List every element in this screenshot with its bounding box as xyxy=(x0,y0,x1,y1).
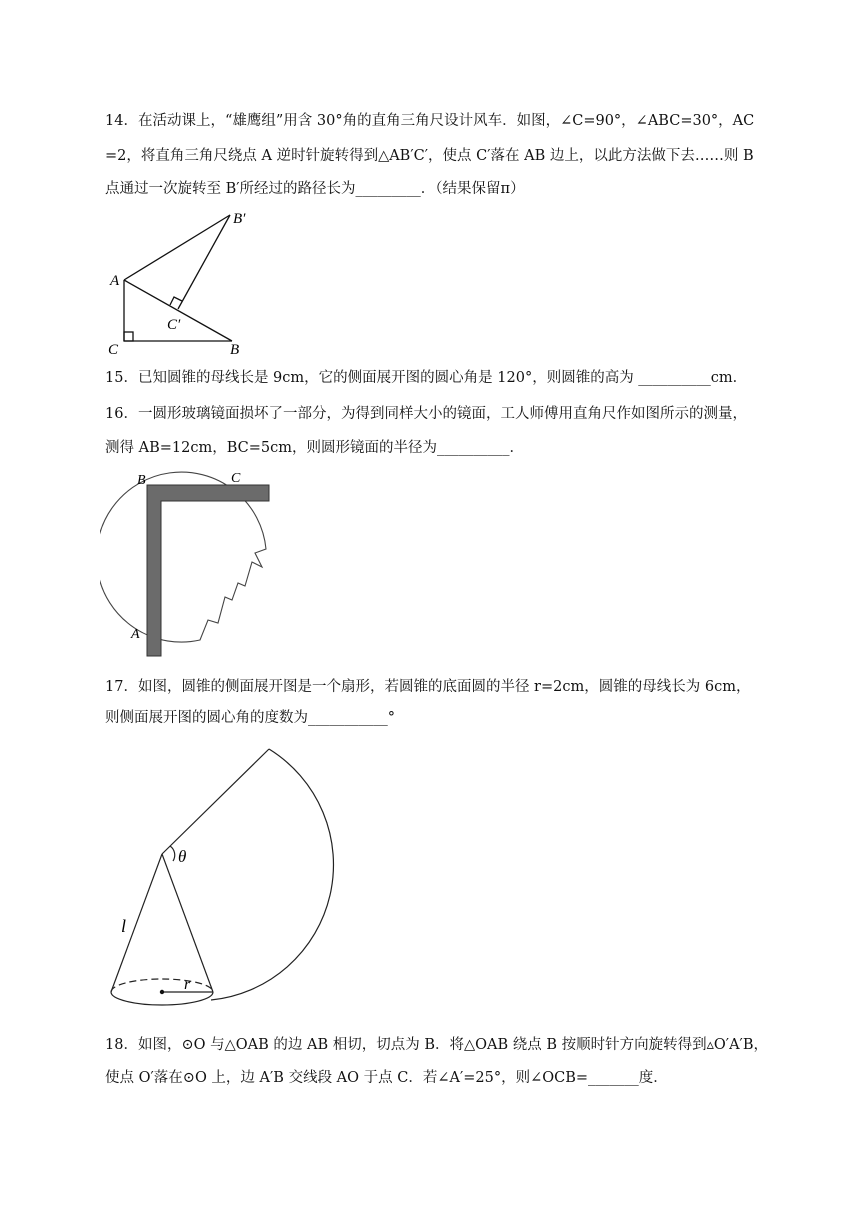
q14-text-line-2: =2，将直角三角尺绕点 A 逆时针旋转得到△AB′C′，使点 C′落在 AB 边上，以此方法做下去……则 B xyxy=(105,148,754,164)
q16-mirror-figure xyxy=(100,465,280,660)
q16-text-line-1: 16．一圆形玻璃镜面损坏了一部分，为得到同样大小的镜面，工人师傅用直角尺作如图所示的测量， xyxy=(105,406,747,422)
label-A: A xyxy=(131,627,140,642)
angle-theta-arc xyxy=(170,846,175,861)
q14-text-line-1: 14．在活动课上，“雄鹰组”用含 30°角的直角三角尺设计风车．如图，∠C=90°，∠ABC=30°，AC xyxy=(105,113,755,129)
q17-text-line-1: 17．如图，圆锥的侧面展开图是一个扇形，若圆锥的底面圆的半径 r=2cm，圆锥的母线长为 6cm， xyxy=(105,679,751,695)
sector-radius xyxy=(162,749,269,854)
q18-text-line-2: 使点 O′落在⊙O 上，边 A′B 交线段 AO 于点 C．若∠A′=25°，则∠OCB=_______度． xyxy=(105,1070,668,1086)
q14-triangle-figure xyxy=(100,205,270,360)
base-center-dot xyxy=(160,990,164,994)
label-B-prime: B′ xyxy=(233,211,246,227)
label-B: B xyxy=(230,342,240,358)
label-r: r xyxy=(184,976,191,993)
sector-arc xyxy=(211,749,333,1000)
carpenter-square xyxy=(147,485,269,656)
label-theta: θ xyxy=(178,847,187,866)
q16-text-line-2: 测得 AB=12cm，BC=5cm，则圆形镜面的半径为__________． xyxy=(105,440,524,456)
q17-text-line-2: 则侧面展开图的圆心角的度数为___________° xyxy=(105,710,395,726)
cone-slant-left xyxy=(111,854,162,992)
label-C: C xyxy=(231,471,241,486)
q14-text-line-3: 点通过一次旋转至 B′所经过的路径长为_________．（结果保留π） xyxy=(105,181,525,197)
q17-cone-figure xyxy=(100,740,370,1020)
label-A: A xyxy=(110,273,120,289)
label-B: B xyxy=(137,473,146,488)
segment-B-prime-C-prime xyxy=(178,215,230,309)
q15-text-line-1: 15．已知圆锥的母线长是 9cm，它的侧面展开图的圆心角是 120°，则圆锥的高为 __________cm． xyxy=(105,370,748,386)
segment-AB-prime xyxy=(124,215,230,280)
label-C: C xyxy=(108,342,119,358)
label-l: l xyxy=(121,916,127,936)
q18-text-line-1: 18．如图，⊙O 与△OAB 的边 AB 相切，切点为 B．将△OAB 绕点 B 按顺时针方向旋转得到▵O′A′B， xyxy=(105,1037,769,1053)
label-C-prime: C′ xyxy=(167,317,181,333)
right-angle-mark-C xyxy=(124,332,133,341)
cone-slant-right xyxy=(162,854,213,992)
